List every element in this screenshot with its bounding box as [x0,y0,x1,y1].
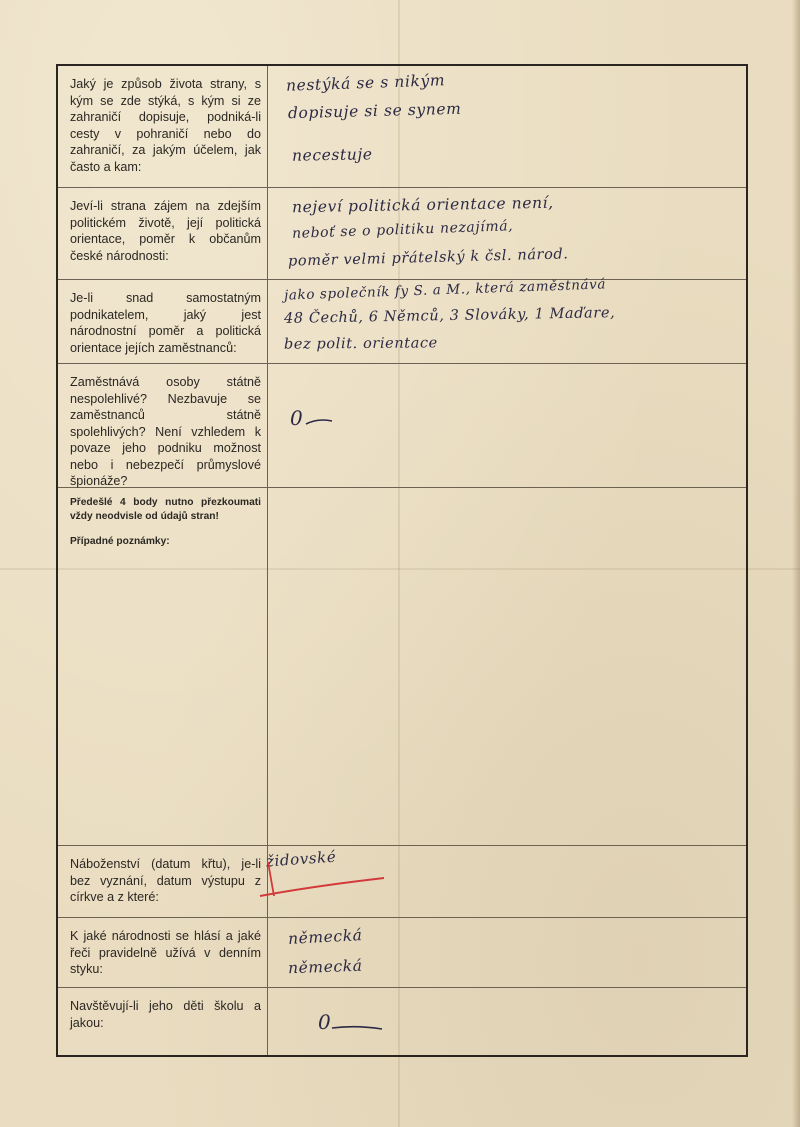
verification-note: Předešlé 4 body nutno přezkoumati vždy neodvisle od údajů stran! [70,497,261,522]
handwriting-line: dopisuje si se synem [287,99,462,123]
form-row-employees [58,276,746,364]
handwriting-line: jako společník fy S. a M., která zaměstnává [283,276,607,304]
question-nationality: K jaké národnosti se hlásí a jaké řeči pravidelně užívá v denním styku: [58,918,268,987]
form-row-children-school [58,988,746,1055]
handwriting-zero: 0 [290,406,304,430]
handwriting-line: německá [287,926,363,948]
handwriting-line: židovské [265,847,337,871]
form-row-nationality [58,918,746,988]
remarks-label: Případné poznámky: [70,536,170,547]
handwriting-line: necestuje [291,145,373,165]
form-row-religion [58,846,746,918]
handwriting-line: neboť se o politiku nezajímá, [291,218,514,242]
red-pencil-mark [254,860,394,900]
handwriting-line: 48 Čechů, 6 Němců, 3 Slováky, 1 Maďare, [283,305,616,327]
paper-edge-shadow [792,0,800,1127]
question-politics: Jeví-li strana zájem na zdejším politickém životě, její politická orientace, poměr k občanům české národnosti: [58,188,268,279]
handwriting-line: nestýká se s nikým [285,71,446,95]
question-lifestyle: Jaký je způsob života strany, s kým se zde stýká, s kým si ze zahraničí dopisuje, podniká-li cesty v pohraničí nebo do zahraničí, za jakým účelem, jak často a kam: [58,66,268,187]
answer-reliability [270,364,746,487]
answer-children-school [270,988,746,1055]
question-religion: Náboženství (datum křtu), je-li bez vyznání, datum výstupu z církve a z které: [58,846,268,917]
answer-religion [265,846,746,917]
form-row-reliability [58,364,746,488]
dash-stroke [330,1022,384,1036]
answer-nationality [270,918,746,987]
handwriting-line: bez polit. orientace [283,335,438,353]
form-table [56,64,748,1057]
form-row-remarks [58,488,746,846]
form-row-politics [58,188,746,280]
handwriting-zero: 0 [318,1010,332,1034]
answer-politics [270,188,746,279]
question-reliability: Zaměstnává osoby státně nespolehlivé? Nezbavuje se zaměstnanců státně spolehlivých? Není vzhledem k povaze jeho podniku možnost nebo i nebezpečí průmyslové špionáže? [58,364,268,487]
handwriting-line: německá [287,956,363,978]
handwriting-line: poměr velmi přátelský k čsl. národ. [287,246,569,270]
question-employees: Je-li snad samostatným podnikatelem, jaký jest národnostní poměr a politická orientace jejích zaměstnanců: [58,280,268,363]
handwriting-line: nejeví politická orientace není, [291,193,554,217]
answer-remarks [270,488,746,845]
question-children-school: Navštěvují-li jeho děti školu a jakou: [58,988,268,1055]
dash-stroke [304,416,334,428]
answer-lifestyle [270,66,746,187]
form-row-lifestyle [58,66,746,188]
remarks-instruction [58,488,268,845]
answer-employees [270,276,746,363]
